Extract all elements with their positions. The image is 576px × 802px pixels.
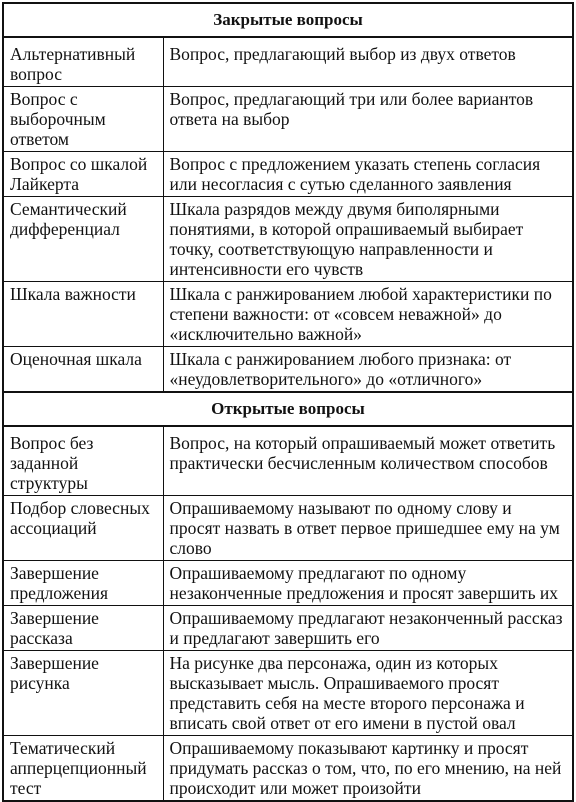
definition-cell: Вопрос, предлагающий выбор из двух ответов xyxy=(163,37,573,87)
question-types-table xyxy=(2,2,574,802)
table-row xyxy=(3,561,573,606)
table-row xyxy=(3,347,573,393)
section-header-closed xyxy=(3,3,573,37)
definition-cell: Вопрос, на который опрашиваемый может ответить практически бесчисленным количеством способов xyxy=(163,426,573,496)
definition-cell: Шкала с ранжированием любой характеристики по степени важности: от «совсем неважной» до «исключительно важной» xyxy=(163,282,573,347)
term-cell: Завершение рассказа xyxy=(3,606,163,651)
term-cell: Оценочная шкала xyxy=(3,347,163,393)
term-cell: Вопрос со шкалой Лайкерта xyxy=(3,152,163,197)
definition-cell: Опрашиваемому предлагают незаконченный рассказ и предлагают завершить его xyxy=(163,606,573,651)
term-cell: Завершение рисунка xyxy=(3,651,163,736)
definition-cell: Опрашиваемому показывают картинку и просят придумать рассказ о том, что, по его мнению, на ней происходит или может произойти xyxy=(163,736,573,802)
term-cell: Шкала важности xyxy=(3,282,163,347)
table-row xyxy=(3,651,573,736)
table-row xyxy=(3,152,573,197)
table-row xyxy=(3,37,573,87)
table-row xyxy=(3,282,573,347)
table-row xyxy=(3,736,573,802)
definition-cell: Вопрос с предложением указать степень согласия или несогласия с сутью сделанного заявления xyxy=(163,152,573,197)
term-cell: Вопрос без заданной структуры xyxy=(10,433,94,493)
term-cell: Тематический апперцепционный тест xyxy=(3,736,163,802)
definition-cell: Шкала с ранжированием любого признака: от «неудовлетворительного» до «отличного» xyxy=(163,347,573,393)
section-header-open xyxy=(3,392,573,426)
term-cell: Вопрос с выборочным ответом xyxy=(3,87,163,152)
table-row xyxy=(3,87,573,152)
section-title: Открытые вопросы xyxy=(3,392,573,426)
term-cell: Завершение предложения xyxy=(3,561,163,606)
term-cell: Альтернативный вопрос xyxy=(10,44,136,84)
table-row xyxy=(3,606,573,651)
definition-cell: Опрашиваемому предлагают по одному незаконченные предложения и просят завершить их xyxy=(163,561,573,606)
table-row xyxy=(3,197,573,282)
table-row xyxy=(3,496,573,561)
term-cell: Подбор словесных ассоциаций xyxy=(3,496,163,561)
definition-cell: Опрашиваемому называют по одному слову и просят назвать в ответ первое пришедшее ему на ум слово xyxy=(163,496,573,561)
section-title: Закрытые вопросы xyxy=(3,3,573,37)
table-row xyxy=(3,426,573,496)
definition-cell: Вопрос, предлагающий три или более вариантов ответа на выбор xyxy=(163,87,573,152)
term-cell: Семантический дифференциал xyxy=(3,197,163,282)
definition-cell: На рисунке два персонажа, один из которых высказывает мысль. Опрашиваемого просят представить себя на месте второго персонажа и вписать свой ответ от его имени в пустой овал xyxy=(163,651,573,736)
definition-cell: Шкала разрядов между двумя биполярными понятиями, в которой опрашиваемый выбирает точку, соответствующую направленности и интенсивности его чувств xyxy=(163,197,573,282)
